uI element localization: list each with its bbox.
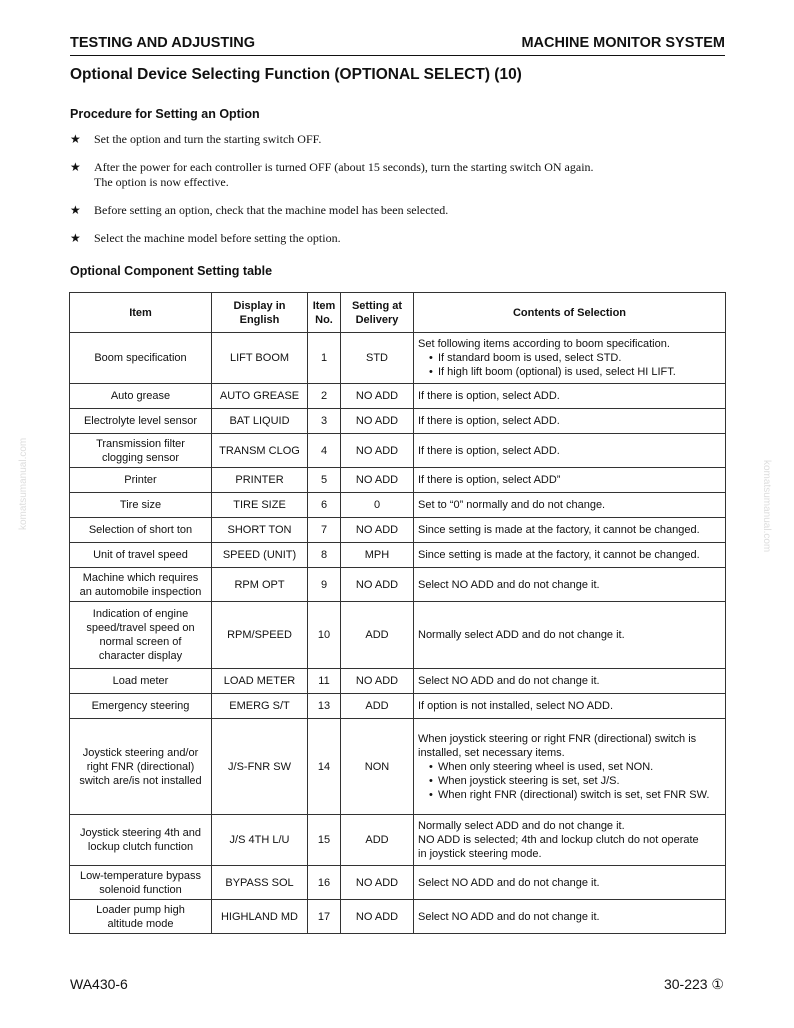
cell-contents: Select NO ADD and do not change it. xyxy=(414,866,726,900)
cell-contents: If there is option, select ADD. xyxy=(414,434,726,468)
header-delivery: Setting at Delivery xyxy=(341,293,414,333)
cell-item: Machine which requires an automobile inspection xyxy=(70,568,212,602)
table-row xyxy=(70,434,726,468)
cell-contents: Normally select ADD and do not change it. xyxy=(414,602,726,669)
contents-bullet: • When right FNR (directional) switch is set, set FNR SW. xyxy=(418,788,721,802)
cell-delivery: NO ADD xyxy=(341,866,414,900)
table-row xyxy=(70,384,726,409)
cell-item: Unit of travel speed xyxy=(70,543,212,568)
contents-bullet: • When joystick steering is set, set J/S. xyxy=(418,774,721,788)
procedure-step xyxy=(70,231,725,246)
cell-contents: If there is option, select ADD. xyxy=(414,384,726,409)
header-item: Item xyxy=(70,293,212,333)
page-header xyxy=(70,33,725,56)
cell-display: PRINTER xyxy=(212,468,308,493)
cell-contents: Since setting is made at the factory, it cannot be changed. xyxy=(414,543,726,568)
cell-display: BYPASS SOL xyxy=(212,866,308,900)
cell-item-no: 3 xyxy=(308,409,341,434)
cell-item-no: 15 xyxy=(308,815,341,866)
procedure-heading: Procedure for Setting an Option xyxy=(70,107,260,121)
step-text: Select the machine model before setting the option. xyxy=(94,231,341,245)
contents-bullet: • If high lift boom (optional) is used, select HI LIFT. xyxy=(418,365,721,379)
cell-display: TIRE SIZE xyxy=(212,493,308,518)
footer-page-number: 30-223 ① xyxy=(663,976,724,992)
cell-contents: Set to “0” normally and do not change. xyxy=(414,493,726,518)
cell-delivery: MPH xyxy=(341,543,414,568)
cell-item: Boom specification xyxy=(70,333,212,384)
cell-delivery: NON xyxy=(341,719,414,815)
table-row xyxy=(70,815,726,866)
header-contents: Contents of Selection xyxy=(414,293,726,333)
watermark-left: komatsumanual.com xyxy=(18,437,29,530)
cell-item: Tire size xyxy=(70,493,212,518)
table-row xyxy=(70,602,726,669)
cell-contents: If option is not installed, select NO ADD. xyxy=(414,694,726,719)
cell-delivery: NO ADD xyxy=(341,568,414,602)
step-text: Before setting an option, check that the machine model has been selected. xyxy=(94,203,449,217)
table-row xyxy=(70,493,726,518)
header-section-title: TESTING AND ADJUSTING xyxy=(70,35,256,51)
watermark-right: komatsumanual.com xyxy=(761,460,772,553)
cell-display: J/S 4TH L/U xyxy=(212,815,308,866)
cell-delivery: NO ADD xyxy=(341,518,414,543)
cell-delivery: NO ADD xyxy=(341,468,414,493)
cell-item-no: 10 xyxy=(308,602,341,669)
cell-item: Indication of engine speed/travel speed on normal screen of character display xyxy=(70,602,212,669)
table-row xyxy=(70,719,726,815)
table-row xyxy=(70,543,726,568)
procedure-step xyxy=(70,132,725,147)
cell-display: LIFT BOOM xyxy=(212,333,308,384)
cell-item-no: 2 xyxy=(308,384,341,409)
cell-delivery: ADD xyxy=(341,815,414,866)
cell-delivery: NO ADD xyxy=(341,409,414,434)
page-title: Optional Device Selecting Function (OPTIONAL SELECT) (10) xyxy=(70,66,522,83)
cell-item-no: 5 xyxy=(308,468,341,493)
table-row xyxy=(70,900,726,934)
cell-display: RPM OPT xyxy=(212,568,308,602)
cell-contents: Select NO ADD and do not change it. xyxy=(414,669,726,694)
footer-model: WA430-6 xyxy=(70,976,128,992)
contents-bullet: • If standard boom is used, select STD. xyxy=(418,351,721,365)
table-title: Optional Component Setting table xyxy=(70,264,273,278)
cell-item: Selection of short ton xyxy=(70,518,212,543)
option-setting-table xyxy=(69,292,726,934)
cell-delivery: NO ADD xyxy=(341,434,414,468)
cell-delivery: ADD xyxy=(341,602,414,669)
table-row xyxy=(70,694,726,719)
star-icon: ★ xyxy=(70,203,81,217)
cell-display: HIGHLAND MD xyxy=(212,900,308,934)
cell-delivery: NO ADD xyxy=(341,669,414,694)
cell-delivery: NO ADD xyxy=(341,900,414,934)
step-text-continued: The option is now effective. xyxy=(94,175,229,189)
star-icon: ★ xyxy=(70,160,81,174)
step-text: After the power for each controller is turned OFF (about 15 seconds), turn the starting switch ON again. xyxy=(94,160,594,174)
cell-item-no: 1 xyxy=(308,333,341,384)
cell-contents: Normally select ADD and do not change it. NO ADD is selected; 4th and lockup clutch do not operate in joystick steering mode. xyxy=(414,815,726,866)
procedure-step xyxy=(70,203,725,218)
cell-display: RPM/SPEED xyxy=(212,602,308,669)
cell-item: Printer xyxy=(70,468,212,493)
table-row xyxy=(70,518,726,543)
star-icon: ★ xyxy=(70,132,81,146)
cell-item: Joystick steering 4th and lockup clutch function xyxy=(70,815,212,866)
procedure-step xyxy=(70,160,725,190)
cell-contents: Select NO ADD and do not change it. xyxy=(414,568,726,602)
cell-delivery: STD xyxy=(341,333,414,384)
table-header-row xyxy=(70,293,726,333)
cell-item: Joystick steering and/or right FNR (directional) switch are/is not installed xyxy=(70,719,212,815)
cell-item: Emergency steering xyxy=(70,694,212,719)
cell-contents: Set following items according to boom specification. • If standard boom is used, select STD. • If high lift boom (optional) is used, select HI LIFT. xyxy=(414,333,726,384)
cell-delivery: NO ADD xyxy=(341,384,414,409)
cell-display: EMERG S/T xyxy=(212,694,308,719)
cell-item: Transmission filter clogging sensor xyxy=(70,434,212,468)
cell-item: Auto grease xyxy=(70,384,212,409)
table-row xyxy=(70,866,726,900)
cell-item-no: 11 xyxy=(308,669,341,694)
cell-contents: If there is option, select ADD” xyxy=(414,468,726,493)
table-row xyxy=(70,468,726,493)
cell-item-no: 14 xyxy=(308,719,341,815)
cell-item-no: 6 xyxy=(308,493,341,518)
step-text: Set the option and turn the starting switch OFF. xyxy=(94,132,322,146)
procedure-steps xyxy=(70,132,725,259)
contents-bullet: • When only steering wheel is used, set NON. xyxy=(418,760,721,774)
cell-display: SHORT TON xyxy=(212,518,308,543)
cell-contents: When joystick steering or right FNR (directional) switch is installed, set necessary items. • When only steering wheel is used, set NON. • When joystick steering is set, set J/S. • When right FNR (directional) switch is set, set FNR SW. xyxy=(414,719,726,815)
cell-item-no: 4 xyxy=(308,434,341,468)
cell-display: J/S-FNR SW xyxy=(212,719,308,815)
cell-display: SPEED (UNIT) xyxy=(212,543,308,568)
cell-item-no: 16 xyxy=(308,866,341,900)
cell-display: AUTO GREASE xyxy=(212,384,308,409)
header-display: Display in English xyxy=(212,293,308,333)
cell-contents: If there is option, select ADD. xyxy=(414,409,726,434)
header-item-no: Item No. xyxy=(308,293,341,333)
cell-item-no: 8 xyxy=(308,543,341,568)
cell-display: LOAD METER xyxy=(212,669,308,694)
table-row xyxy=(70,568,726,602)
cell-item-no: 13 xyxy=(308,694,341,719)
cell-delivery: 0 xyxy=(341,493,414,518)
cell-item-no: 17 xyxy=(308,900,341,934)
cell-item: Electrolyte level sensor xyxy=(70,409,212,434)
cell-delivery: ADD xyxy=(341,694,414,719)
cell-item: Load meter xyxy=(70,669,212,694)
header-system-title: MACHINE MONITOR SYSTEM xyxy=(521,35,725,51)
cell-contents: Select NO ADD and do not change it. xyxy=(414,900,726,934)
table-row xyxy=(70,669,726,694)
cell-item: Low-temperature bypass solenoid function xyxy=(70,866,212,900)
cell-item-no: 7 xyxy=(308,518,341,543)
table-row xyxy=(70,409,726,434)
table-row xyxy=(70,333,726,384)
cell-display: BAT LIQUID xyxy=(212,409,308,434)
star-icon: ★ xyxy=(70,231,81,245)
cell-item-no: 9 xyxy=(308,568,341,602)
cell-display: TRANSM CLOG xyxy=(212,434,308,468)
cell-contents: Since setting is made at the factory, it cannot be changed. xyxy=(414,518,726,543)
cell-item: Loader pump high altitude mode xyxy=(70,900,212,934)
